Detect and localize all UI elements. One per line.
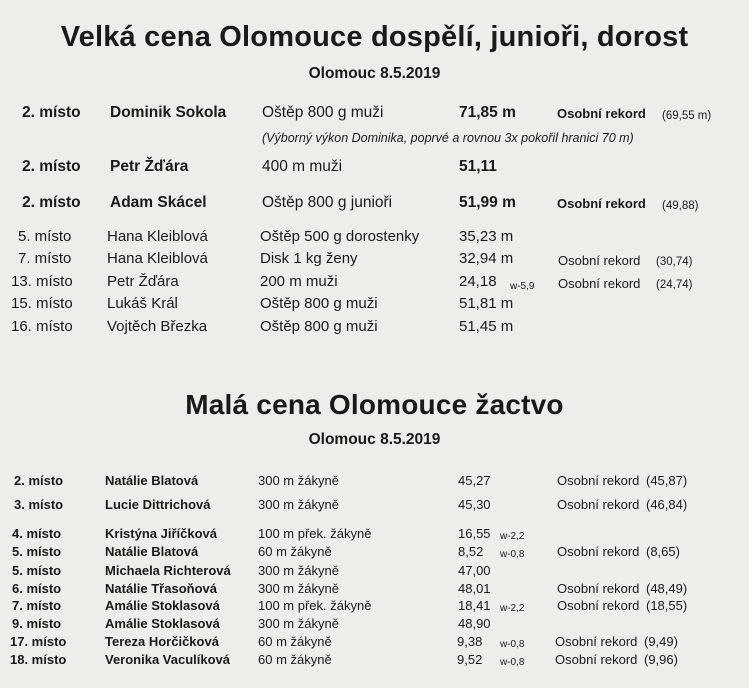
event: Oštěp 800 g muži bbox=[260, 295, 378, 312]
event: 60 m žákyně bbox=[258, 634, 332, 649]
result: 45,30 bbox=[458, 497, 491, 512]
record-label: Osobní rekord bbox=[555, 652, 638, 667]
event: Oštěp 800 g muži bbox=[260, 318, 378, 335]
place: 2. místo bbox=[22, 158, 81, 175]
record-label: Osobní rekord bbox=[558, 276, 641, 291]
event: 300 m žákyně bbox=[258, 616, 339, 631]
result: 8,52 bbox=[458, 544, 484, 559]
place: 7. místo bbox=[12, 598, 62, 613]
record-value: (18,55) bbox=[646, 598, 688, 613]
record-value: (45,87) bbox=[646, 473, 688, 488]
record-label: Osobní rekord bbox=[555, 634, 638, 649]
table-row bbox=[0, 193, 749, 213]
result: 32,94 m bbox=[459, 250, 514, 267]
table-row bbox=[0, 525, 749, 543]
table-row bbox=[0, 157, 749, 177]
table-row bbox=[0, 580, 749, 598]
table-row bbox=[0, 615, 749, 633]
athlete-name: Natálie Třasoňová bbox=[105, 581, 217, 596]
event: 400 m muži bbox=[262, 158, 343, 175]
place: 18. místo bbox=[10, 652, 67, 667]
wind: w-5,9 bbox=[510, 281, 535, 292]
record-value: (9,49) bbox=[644, 634, 678, 649]
event: Disk 1 kg ženy bbox=[260, 250, 358, 267]
athlete-name: Lucie Dittrichová bbox=[105, 497, 211, 512]
event: 100 m přek. žákyně bbox=[258, 526, 372, 541]
table-row bbox=[0, 562, 749, 580]
table-row bbox=[0, 496, 749, 514]
athlete-name: Petr Žďára bbox=[107, 273, 179, 290]
record-value: (48,49) bbox=[646, 581, 688, 596]
result: 51,81 m bbox=[459, 295, 514, 312]
table-row bbox=[0, 249, 749, 269]
place: 5. místo bbox=[12, 544, 62, 559]
place: 17. místo bbox=[10, 634, 67, 649]
table-row bbox=[0, 472, 749, 490]
result: 16,55 bbox=[458, 526, 491, 541]
section1-subtitle: Olomouc 8.5.2019 bbox=[308, 65, 441, 82]
result: 51,99 m bbox=[459, 194, 516, 211]
event: 100 m přek. žákyně bbox=[258, 598, 372, 613]
athlete-name: Vojtěch Březka bbox=[107, 318, 208, 335]
event: 60 m žákyně bbox=[258, 652, 332, 667]
table-row bbox=[0, 597, 749, 615]
athlete-name: Amálie Stoklasová bbox=[105, 598, 220, 613]
wind: w-0,8 bbox=[500, 639, 525, 650]
record-value: (30,74) bbox=[656, 256, 693, 268]
event: 300 m žákyně bbox=[258, 581, 339, 596]
record-value: (69,55 m) bbox=[662, 110, 712, 122]
athlete-name: Kristýna Jiříčková bbox=[105, 526, 218, 541]
event: Oštěp 800 g junioři bbox=[262, 194, 393, 211]
table-row bbox=[0, 227, 749, 247]
athlete-name: Michaela Richterová bbox=[105, 563, 231, 578]
table-row bbox=[0, 543, 749, 561]
table-row bbox=[0, 633, 749, 651]
place: 15. místo bbox=[11, 295, 73, 312]
place: 2. místo bbox=[22, 104, 81, 121]
result: 48,01 bbox=[458, 581, 491, 596]
record-label: Osobní rekord bbox=[557, 497, 640, 512]
athlete-name: Lukáš Král bbox=[107, 295, 178, 312]
result: 18,41 bbox=[458, 598, 491, 613]
place: 16. místo bbox=[11, 318, 73, 335]
wind: w-2,2 bbox=[500, 603, 525, 614]
event: 200 m muži bbox=[260, 273, 338, 290]
table-row bbox=[0, 294, 749, 314]
record-label: Osobní rekord bbox=[557, 106, 646, 121]
place: 2. místo bbox=[22, 194, 81, 211]
record-value: (49,88) bbox=[662, 200, 699, 212]
note-row bbox=[0, 129, 749, 147]
event: 300 m žákyně bbox=[258, 563, 339, 578]
record-value: (8,65) bbox=[646, 544, 680, 559]
table-row bbox=[0, 651, 749, 669]
event: 300 m žákyně bbox=[258, 497, 339, 512]
result: 48,90 bbox=[458, 616, 491, 631]
record-label: Osobní rekord bbox=[557, 473, 640, 488]
section2-title: Malá cena Olomouce žactvo bbox=[185, 389, 564, 420]
athlete-name: Dominik Sokola bbox=[110, 104, 227, 121]
event: 300 m žákyně bbox=[258, 473, 339, 488]
athlete-name: Amálie Stoklasová bbox=[105, 616, 220, 631]
place: 5. místo bbox=[12, 563, 62, 578]
result: 51,45 m bbox=[459, 318, 514, 335]
place: 7. místo bbox=[18, 250, 72, 267]
result: 9,52 bbox=[457, 652, 483, 667]
place: 6. místo bbox=[12, 581, 62, 596]
table-row bbox=[0, 317, 749, 337]
result: 45,27 bbox=[458, 473, 491, 488]
table-row bbox=[0, 272, 749, 292]
record-label: Osobní rekord bbox=[557, 598, 640, 613]
athlete-name: Natálie Blatová bbox=[105, 544, 199, 559]
result: 9,38 bbox=[457, 634, 483, 649]
record-label: Osobní rekord bbox=[557, 581, 640, 596]
wind: w-0,8 bbox=[500, 657, 525, 668]
note: (Výborný výkon Dominika, poprvé a rovnou 3x pokořil hranici 70 m) bbox=[262, 131, 634, 145]
wind: w-2,2 bbox=[500, 531, 525, 542]
result: 24,18 bbox=[459, 273, 497, 290]
place: 9. místo bbox=[12, 616, 62, 631]
table-row bbox=[0, 103, 749, 123]
athlete-name: Hana Kleiblová bbox=[107, 250, 208, 267]
result: 47,00 bbox=[458, 563, 491, 578]
athlete-name: Hana Kleiblová bbox=[107, 228, 208, 245]
event: Oštěp 500 g dorostenky bbox=[260, 228, 420, 245]
record-label: Osobní rekord bbox=[557, 196, 646, 211]
section2-subtitle: Olomouc 8.5.2019 bbox=[308, 431, 441, 448]
wind: w-0,8 bbox=[500, 549, 525, 560]
record-label: Osobní rekord bbox=[557, 544, 640, 559]
event: 60 m žákyně bbox=[258, 544, 332, 559]
record-label: Osobní rekord bbox=[558, 253, 641, 268]
place: 5. místo bbox=[18, 228, 72, 245]
result: 35,23 m bbox=[459, 228, 514, 245]
athlete-name: Natálie Blatová bbox=[105, 473, 199, 488]
record-value: (9,96) bbox=[644, 652, 678, 667]
place: 13. místo bbox=[11, 273, 73, 290]
place: 2. místo bbox=[14, 473, 64, 488]
athlete-name: Veronika Vaculíková bbox=[105, 652, 231, 667]
result: 71,85 m bbox=[459, 104, 516, 121]
athlete-name: Petr Žďára bbox=[110, 158, 189, 175]
section1-title: Velká cena Olomouce dospělí, junioři, dorost bbox=[60, 21, 689, 53]
event: Oštěp 800 g muži bbox=[262, 104, 384, 121]
result: 51,11 bbox=[459, 158, 497, 175]
record-value: (46,84) bbox=[646, 497, 688, 512]
place: 4. místo bbox=[12, 526, 62, 541]
place: 3. místo bbox=[14, 497, 64, 512]
athlete-name: Adam Skácel bbox=[110, 194, 207, 211]
athlete-name: Tereza Horčičková bbox=[105, 634, 219, 649]
record-value: (24,74) bbox=[656, 279, 693, 291]
